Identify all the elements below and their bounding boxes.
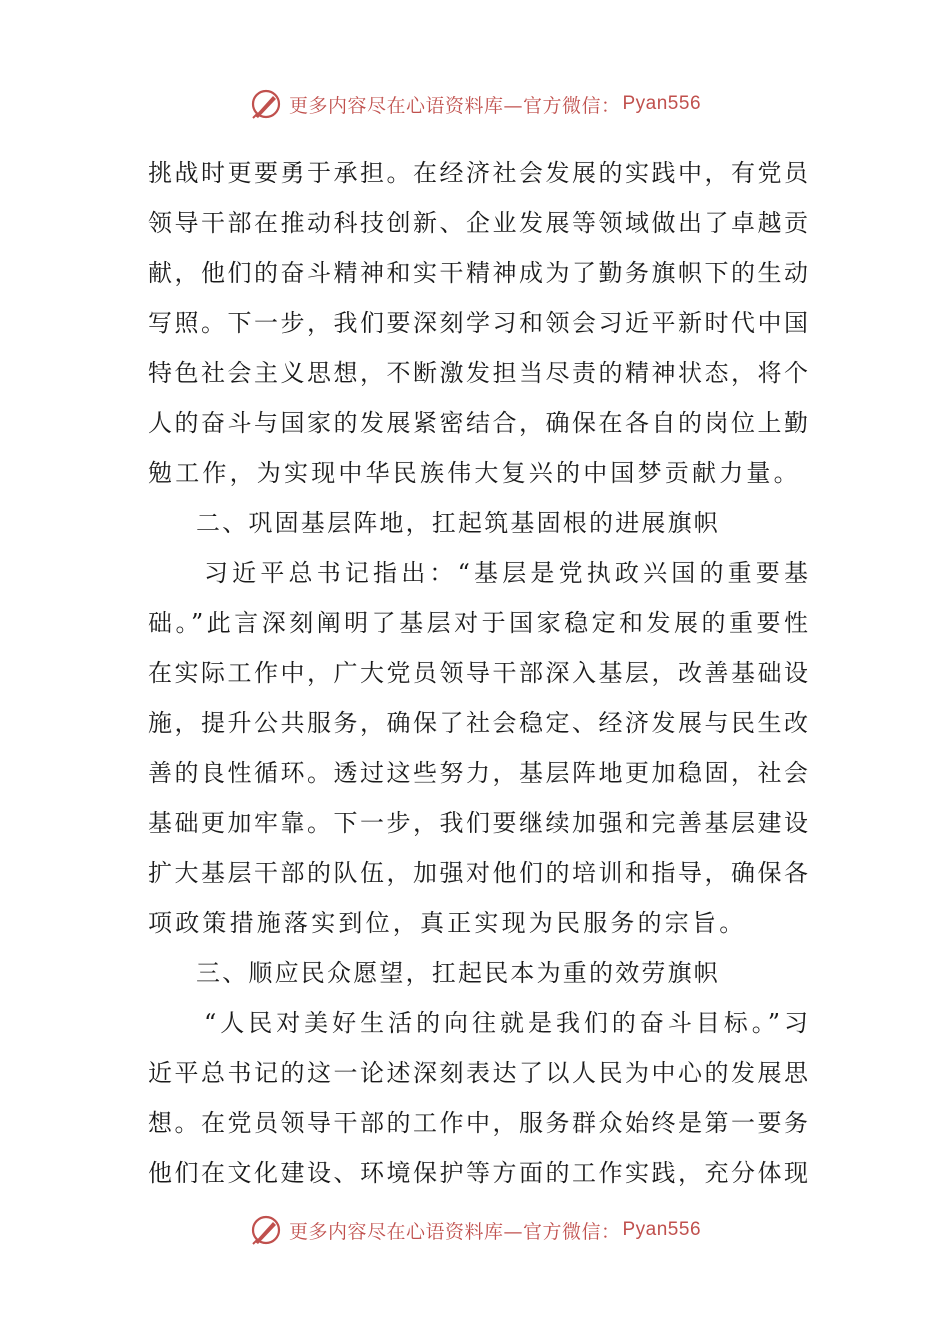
body-line: 在实际工作中，广大党员领导干部深入基层，改善基础设 (148, 659, 808, 687)
body-line: 领导干部在推动科技创新、企业发展等领域做出了卓越贡 (148, 209, 808, 237)
body-line: 础。”此言深刻阐明了基层对于国家稳定和发展的重要性 (148, 609, 808, 637)
body-line: 献，他们的奋斗精神和实干精神成为了勤务旗帜下的生动 (148, 259, 808, 287)
watermark-handle: Pyan556 (622, 93, 702, 114)
body-line: 施，提升公共服务，确保了社会稳定、经济发展与民生改 (148, 709, 808, 737)
body-line: 勉工作，为实现中华民族伟大复兴的中国梦贡献力量。 (148, 459, 801, 487)
watermark-handle: Pyan556 (622, 1219, 702, 1240)
body-line: 近平总书记的这一论述深刻表达了以人民为中心的发展思 (148, 1059, 808, 1087)
watermark-text: 更多内容尽在心语资料库—官方微信： (288, 94, 621, 117)
body-line: 项政策措施落实到位，真正实现为民服务的宗旨。 (148, 909, 747, 937)
document-body (148, 148, 808, 1198)
section-heading: 三、顺应民众愿望，扛起民本为重的效劳旗帜 (196, 959, 720, 987)
body-line: 想。在党员领导干部的工作中，服务群众始终是第一要务 (148, 1109, 808, 1137)
body-line: 人的奋斗与国家的发展紧密结合，确保在各自的岗位上勤 (148, 409, 808, 437)
pen-logo-icon (249, 87, 283, 121)
body-line: 挑战时更要勇于承担。在经济社会发展的实践中，有党员 (148, 159, 808, 187)
body-line: 基础更加牢靠。下一步，我们要继续加强和完善基层建设 (148, 809, 808, 837)
body-line: 他们在文化建设、环境保护等方面的工作实践，充分体现 (148, 1159, 808, 1187)
watermark-text: 更多内容尽在心语资料库—官方微信： (288, 1220, 621, 1243)
header-watermark (0, 84, 950, 124)
body-line: 扩大基层干部的队伍，加强对他们的培训和指导，确保各 (148, 859, 808, 887)
body-line: 特色社会主义思想，不断激发担当尽责的精神状态，将个 (148, 359, 808, 387)
body-line: 善的良性循环。透过这些努力，基层阵地更加稳固，社会 (148, 759, 808, 787)
footer-watermark (0, 1210, 950, 1250)
body-line: 习近平总书记指出：“基层是党执政兴国的重要基 (204, 559, 808, 587)
body-line: “人民对美好生活的向往就是我们的奋斗目标。”习 (204, 1009, 808, 1037)
body-line: 写照。下一步，我们要深刻学习和领会习近平新时代中国 (148, 309, 808, 337)
pen-logo-icon (249, 1213, 283, 1247)
section-heading: 二、巩固基层阵地，扛起筑基固根的进展旗帜 (196, 509, 720, 537)
